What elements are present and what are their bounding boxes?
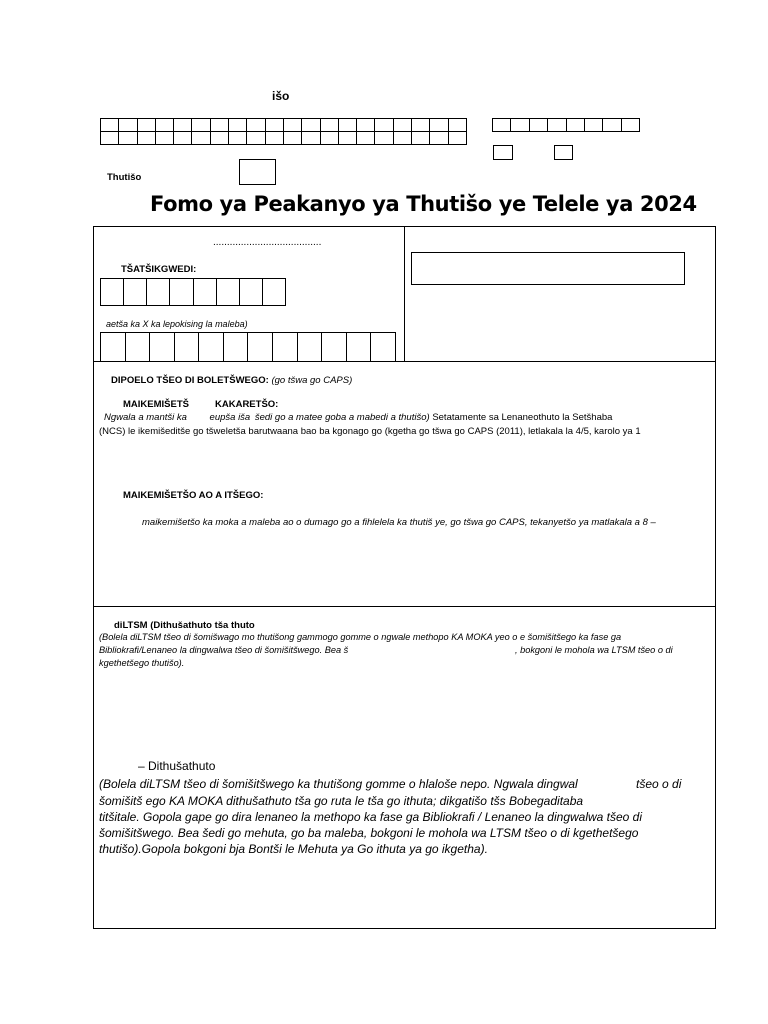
thutiso-box[interactable] xyxy=(239,159,276,185)
outcomes-heading xyxy=(111,375,352,386)
resources-line-3: titšitale. Gopola gape go dira lenaneo la methopo ka fase ga Bibliokrafi / Lenaneo la dingwalwa tšeo di xyxy=(99,810,643,824)
code-cells[interactable] xyxy=(492,118,640,132)
general-aims-label-a: MAIKEMIŠETŠ xyxy=(123,399,189,410)
ltsm-p1-line2b: , bokgoni le mohola wa LTSM tšeo o di xyxy=(515,645,673,655)
page-title: Fomo ya Peakanyo ya Thutišo ye Telele ya 2024 xyxy=(150,192,697,216)
top-label: išo xyxy=(272,89,290,103)
resources-line-1b: tšeo o di xyxy=(636,777,682,791)
aims-line-1 xyxy=(104,412,612,423)
resources-line-2: šomišitš ego KA MOKA dithušathuto tša go ruta le tša go ithuta; dikgatišo tšs Bobegaditaba xyxy=(99,794,584,808)
thutiso-label: Thutišo xyxy=(107,172,142,183)
outcomes-heading-bold: DIPOELO TŠEO DI BOLETŠWEGO: xyxy=(111,375,269,386)
tsatsikgwedi-label: TŠATŠIKGWEDI: xyxy=(121,264,197,275)
aims-line-1c: šedi go a matee goba a mabedi a thutišo) xyxy=(254,412,430,423)
aims-line-1d: Setatamente sa Lenaneothuto la Setšhaba xyxy=(432,412,613,423)
ltsm-p1-line2a: Bibliokrafi/Lenaneo la dingwalwa tšeo di šomišitšwego. Bea š xyxy=(99,645,349,655)
specific-aims-line: maikemišetšo ka moka a maleba ao o dumago go a fihlelela ka thutiš ye, go tšwa go CAPS, tekanyetšo ya matlakala a 8 – xyxy=(142,517,656,528)
name-input-box[interactable] xyxy=(411,252,685,285)
resources-line-5: thutišo).Gopola bokgoni bja Bontši le Mehuta ya Go ithuta ya go ikgetha). xyxy=(99,842,488,856)
ltsm-heading: diLTSM (Dithušathuto tša thuto xyxy=(114,620,255,631)
id-number-grid[interactable] xyxy=(100,118,467,145)
option-cells[interactable] xyxy=(100,332,396,362)
instruction-text: aetša ka X ka lepokising la maleba) xyxy=(106,319,248,329)
small-box-1[interactable] xyxy=(493,145,513,160)
specific-aims-label: MAIKEMIŠETŠO AO A ITŠEGO: xyxy=(123,490,264,501)
aims-line-2: (NCS) le ikemišeditše go tšweletša barutwaana bao ba kgonago go (kgetha go tšwa go CAPS (2011), letlakala la 4/5, karolo ya 1 xyxy=(99,426,641,437)
date-cells[interactable] xyxy=(100,278,286,306)
aims-line-1a: Ngwala a mantši ka xyxy=(104,412,187,423)
ltsm-p1-line1: (Bolela diLTSM tšeo di šomišwago mo thutišong gammogo gomme o ngwale methopo KA MOKA yeo o e šomišitšego ka fase ga xyxy=(99,632,622,642)
dotted-line: ....................................... xyxy=(213,237,322,248)
ltsm-p1-line3: kgethetšego thutišo). xyxy=(99,658,185,668)
general-aims-label-b: KAKARETŠO: xyxy=(215,399,279,410)
resources-line-1a: (Bolela diLTSM tšeo di šomišitšwego ka thutišong gomme o hlaloše nepo. Ngwala dingwal xyxy=(99,777,578,791)
aims-line-1b: eupša iša xyxy=(209,412,251,423)
outcomes-heading-italic: (go tšwa go CAPS) xyxy=(271,375,353,386)
small-box-2[interactable] xyxy=(554,145,573,160)
resources-line-4: šomišitšwego. Bea šedi go mehuta, go ba maleba, bokgoni le mohola wa LTSM tšeo o di kgethetšego xyxy=(99,826,639,840)
resources-heading: – Dithušathuto xyxy=(138,759,216,773)
